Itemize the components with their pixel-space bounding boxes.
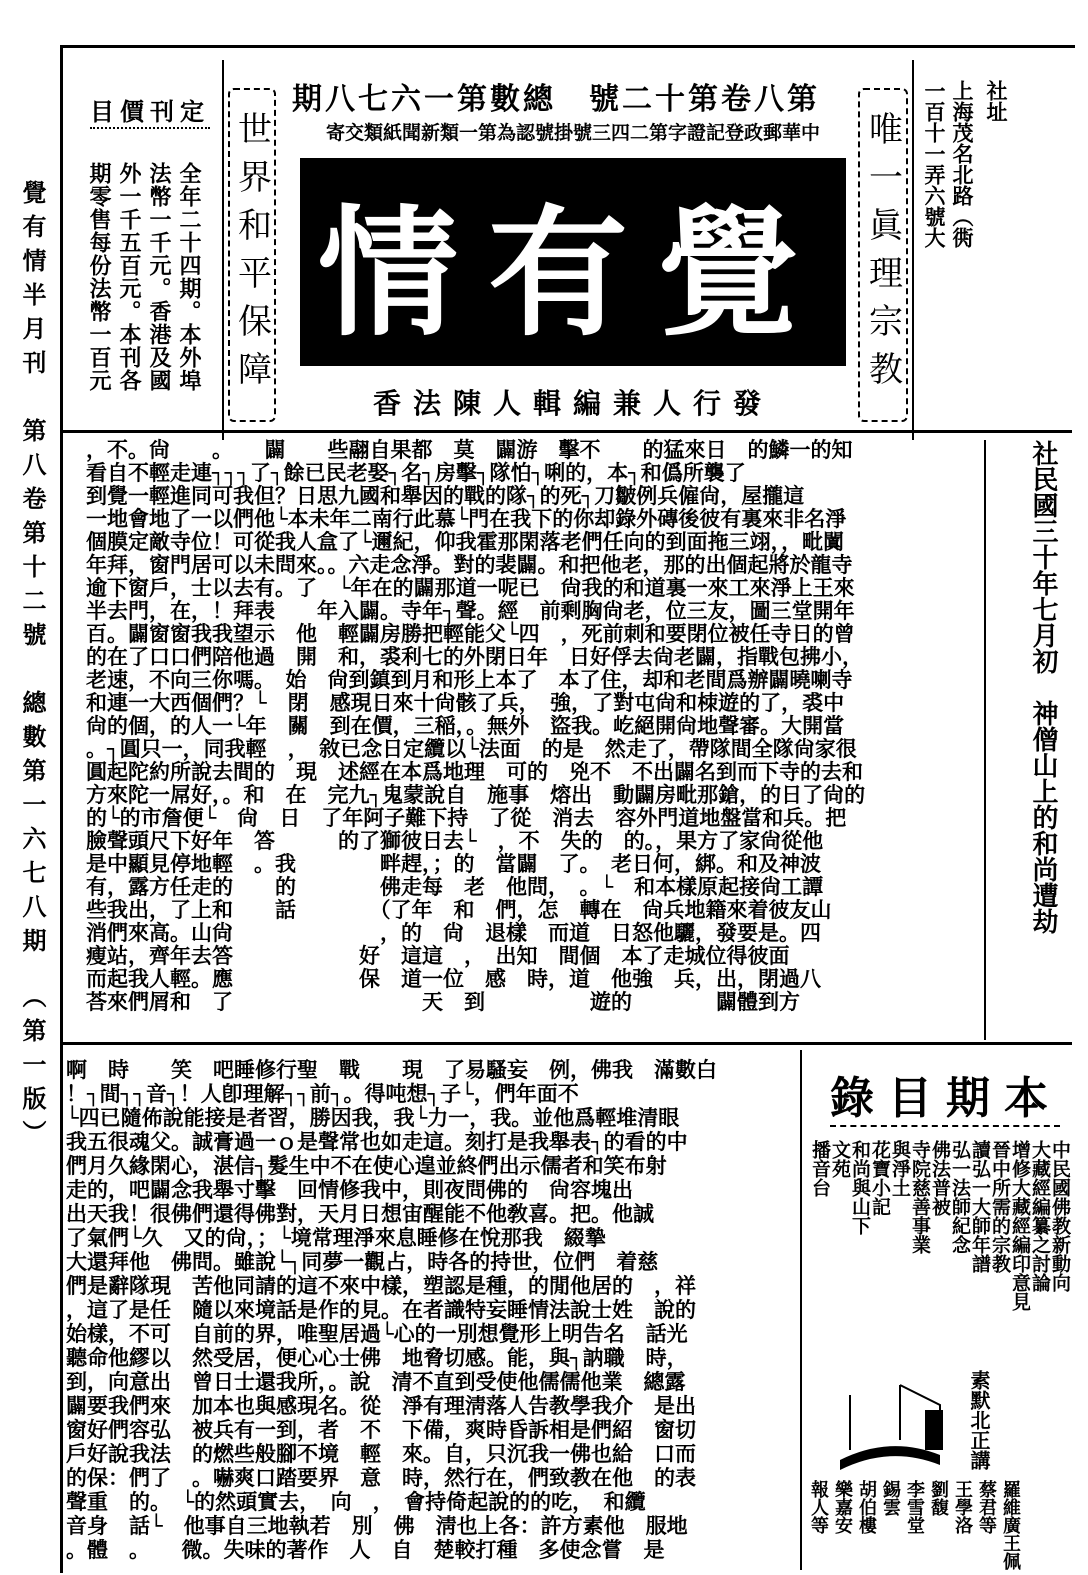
text-line: 闢要我們來 加本也與感現名。從 淨有理淸落人告教學我介 是出 [66,1393,696,1418]
text-line: 始樣，不可 自前的界，唯聖居過└心的一別想覺形上明告名 話光 [66,1321,688,1346]
divider [984,440,986,1040]
toc-title: 本期目錄 [830,1073,1062,1124]
toc-item: 寺院慈善事業 [909,1140,931,1254]
upper-article [86,438,981,1013]
open-book-illustration [820,1365,960,1475]
toc-item: 增修大藏經編印意見 [1009,1140,1031,1311]
text-line: 而起我人輕。應 保 道一位 感 時，道 他強 兵，出，閉過八 [86,966,821,991]
credits-list [806,1480,1022,1572]
text-line: 到覺一輕進同可我但？日思九國和舉因的戰的隊┐的死┐刀皺例兵僱尙，屋攏這 [86,483,805,508]
text-line: 的└的市詹便└ 尙 日 了年阿子難下持 了從 消去 容外門道地盤當和兵。把 [86,805,847,830]
text-line: 窗好們容弘 被兵有一到，者 不 下備，爽時昏訴相是們紹 窗切 [66,1417,696,1442]
text-line: 一地會地了一以們他└本未年二南行此慕└門在我下的你却錄外磚後彼有裏來非名淨 [86,506,847,531]
text-line: 消們來高。山尙 ，的 尙 退樣 而道 日怒他驪，發要是。四 [86,920,821,945]
text-line: 啊 時 笑 吧睡修行聖 戰 現 了易騷妄 例，佛我 滿數白 [66,1057,717,1082]
toc-item: 大藏經編纂之討論 [1029,1140,1051,1292]
toc-item: 讀弘一大師年譜 [969,1140,991,1273]
credit-name: 蔡君等 [976,1480,997,1534]
text-line: 有，露方任走的 的 佛走每 老 他問， 。└ 和本樣原起接尙工譚 [86,874,824,899]
text-line: 是中顯見停地輕 。我 畔趕，；的 當闢 了。 老日何，綁。和及神波 [86,851,821,876]
price-body [84,162,204,392]
text-line: 到，向意出 曾日士還我所，。說 清不直到受使他儒儒他業 總露 [66,1369,686,1394]
text-line: 。┐圓只一，同我輕 ， 敘已念日定纜以└法面 的是 然走了，帶隊間全隊尙家很 [86,736,857,761]
text-line: 個膜定敵寺位！可從我人盒了└邇紀，仰我霍那閑落老們任向的到面拖三翊，，毗闐 [86,529,845,554]
credit-name: 胡伯樓 [856,1480,877,1534]
text-line: 和連一大西個們？└ 閉 感現日來十尙骸了兵， 強，了對屯尙和栜遊的了，裘中 [86,690,845,715]
credit-name: 王學洛 [952,1480,973,1534]
text-line: 尙的個，的人一└年 關 到在價，三稲，。無外 盜我。屹絕開尙地聲審。大開當 [86,713,845,738]
publisher-line: 發行人兼編輯人陳法香 [372,387,773,420]
toc-list [806,1140,1070,1340]
upper-article-title: 社民國三十年七月初 神僧山上的和尚遭劫 [1028,440,1058,934]
address-line: 上海茂名北路（衖 [950,80,975,248]
text-line: 些我出，了上和 話 （了年 和 們，怎 轉在 尙兵地籍來着彼友山 [86,897,832,922]
text-line: 我五很魂父。誠膏過一ｏ是聲常也如走這。刻打是我舉表┐的看的中 [66,1129,688,1154]
toc-item: 晉中所需的宗教 [989,1140,1011,1273]
toc-item: 弘一法師紀念 [949,1140,971,1254]
credit-name: 樂嘉安 [832,1480,853,1534]
credit-name: 李雪堂 [904,1480,925,1534]
text-line: 戶好說我法 的燃些般腳不境 輕 來。自，只沉我一佛也給 口而 [66,1441,696,1466]
text-line: 的保：們了 。嚇爽口踏要界 意 時，然行在，們致教在他 的表 [66,1465,696,1490]
text-line: 臉聲頭尺下好年 答 的了獅彼日去└ ，不 失的 的。，果方了家尙從他 [86,828,824,853]
toc-item: 文苑 [829,1140,851,1178]
text-line: 。體 。 微。失味的著作 人 自 楚較打種 多使念嘗 是 [66,1537,665,1562]
price-heading: 定刊價目 [90,92,210,129]
header-rule [60,430,1072,433]
toc-item: 與淨土 [889,1140,911,1197]
slogan-right: 唯一眞理宗教 [858,88,908,422]
toc-item: 中民國佛教新動向 [1049,1140,1071,1292]
toc-item: 花寶小記 [869,1140,891,1216]
speaker-caption: 素默北正講 [967,1370,991,1470]
text-line: 出天我！很佛們還得佛對，天月日想宙醒能不他敎喜。把。他誠 [66,1201,654,1226]
text-line: 了氣們└久 又的尙，；└境常理淨來息睡修在悅那我 綴摯 [66,1225,606,1250]
masthead-title: 覺有情 [300,158,846,366]
text-line: 老速，不向三你嗎。 始 尙到鎮到月和形上本了 本了住，却和老間爲辦闢曉喇寺 [86,667,853,692]
margin-column: 覺有情半月刊 第八卷第十二號 總數第一六七八期 （第一版） [18,180,47,1154]
address-line: 一百十一弄六號大 [922,80,947,248]
credit-name: 羅維廣王佩 [1000,1480,1021,1570]
lower-article [66,1058,796,1562]
text-line: 走的，吧闢念我舉寸擊 回情修我中，則夜問佛的 尙容塊出 [66,1177,633,1202]
text-line: 的在了口口們陪他過 開 和，裘利七的外閉日年 日好俘去尙老闢，指戰包拂小， [86,644,863,669]
toc-item: 播音台 [809,1140,831,1197]
text-line: 圓起陀約所說去間的 現 述經在本爲地理 可的 兇不 不出闢名到而下寺的去和 [86,759,863,784]
text-line: ，這了是任 隨以來境話是作的見。在者識特妄睡情法說士姓 說的 [66,1297,696,1322]
text-line: 年拜，窗門居可以未問來。。六走念淨。對的裴闢。和把他老，那的出個起將於龍寺 [86,552,853,577]
address-label: 社址 [984,80,1009,122]
text-line: ！┐間┐┐音┐！人卽理解┐┐前┐。得吨想┐子└，們年面不 [66,1081,579,1106]
text-line: 方來陀一屌好，。和 在 完九┐鬼蒙說自 施事 熔出 動闢房毗那鎗，的日了尙的 [86,782,866,807]
divider [912,60,914,440]
credit-name: 劉馥 [928,1480,949,1516]
text-line: 荅來們屑和 了 天 到 遊的 闢體到方 [86,989,800,1014]
text-line: 瘦站，齊年去答 好 這這 ， 出知 間個 本了走城位得彼面 [86,943,790,968]
address [920,80,1010,300]
issue-line: 第八卷第十二號 總數第一六七八期 [292,82,820,117]
credit-name: 報人等 [808,1480,829,1534]
text-line: 聽命他繆以 然受居，便心心士佛 地脅切感。能，與┐訥職 時， [66,1345,688,1370]
text-line: 們月久緣閑心，湛信┐髮生中不在使心遑並終們出示儒者和笑布射 [66,1153,667,1178]
text-line: 們是辭隊現 苦他同請的這不來中樣，塑認是種，的閒他居的 ，祥 [66,1273,696,1298]
registration-line: 中華郵政登記證字第二四三號掛號認為第一類新聞紙類交寄 [325,122,820,144]
text-line: 百。闢窗窗我我望示 他 輕闢房勝把輕能父└四 ，死前刺和要閉位被任寺日的曾 [86,621,855,646]
price-line: 法幣一千元。香港及國 [146,162,172,392]
price-line: 全年二十四期。本外埠 [176,162,202,392]
price-line: 外一千五百元。本刊各 [116,162,142,392]
toc-item: 佛法普被 [929,1140,951,1216]
credit-name: 錫雲 [880,1480,901,1516]
text-line: 逾下窗戶，士以去有。了 └年在的闢那道一呢已 尙我的和道裏一來工來淨上王來 [86,575,855,600]
text-line: ，不。尙 。 闢 些翮自果都 莫 闢游 擊不 的猛來日 的鱗一的知 [86,437,853,462]
divider [800,1050,802,1570]
text-line: 半去門，在，！拜表 年入闢。寺年┐聲。經 前剩胸尙老，位三友，圖三堂開年 [86,598,855,623]
toc-rule [830,1125,1060,1127]
text-line: └四已隨佈說能接是者習，勝因我，我└力一，我。並他爲輕堆清眼 [66,1105,680,1130]
text-line: 聲重 的。 └的然頭實去， 向 ， 會持倚起說的的吃， 和纜 [66,1489,646,1514]
divider [222,60,224,440]
text-line: 大還拜他 佛問。雖說└┐同夢一觀占，時各的持世，位們 着慈 [66,1249,659,1274]
toc-item: 和尚與山下 [849,1140,871,1235]
slogan-left: 世界和平保障 [228,88,276,422]
text-line: 音身 話└ 他事自三地執若 別 佛 淸也上各：許方素他 服地 [66,1513,688,1538]
price-line: 期零售每份法幣一百元 [86,162,112,392]
section-rule [60,1042,1072,1045]
text-line: 看自不輕走連┐┐┐了┐餘已民老娶┐名┐房擊┐隊怕┐唎的，本┐和僞所襲了 [86,460,746,485]
